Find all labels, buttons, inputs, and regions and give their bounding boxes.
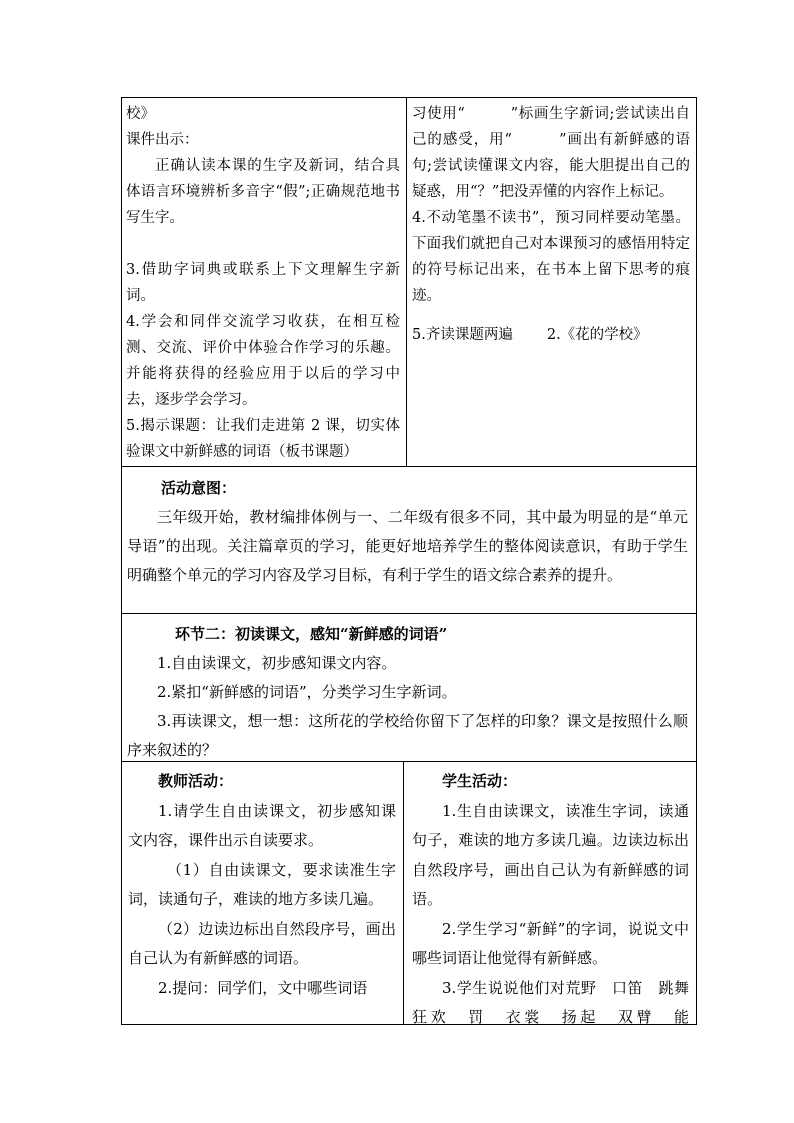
row-divider-1 <box>121 466 697 467</box>
right-top-cell <box>412 101 690 348</box>
activity-intent-cell <box>127 474 688 590</box>
teacher-activity-cell <box>128 767 396 1003</box>
student-activity-heading: 学生活动： <box>442 772 518 790</box>
preview-item-4: 4.不动笔墨不读书”，预习同样要动笔墨。下面我们就把自己对本课预习的感悟用特定的符号标记出来，在书本上留下思考的痕迹。 <box>412 210 690 304</box>
activity-intent-body: 三年级开始，教材编排体例与一、二年级有很多不同，其中最为明显的是“单元导语”的出现。关注篇章页的学习，能更好地培养学生的整体阅读意识，有助于学生明确整个单元的学习内容及学习目标，有利于学生的语文综合素养的提升。 <box>127 508 688 584</box>
teacher-requirement-2: （2）边读边标出自然段序号，画出自己认为有新鲜感的词语。 <box>128 919 396 967</box>
left-top-cell <box>126 101 400 465</box>
continued-title-line: 校》 <box>126 106 155 122</box>
student-activity-cell <box>412 767 705 1033</box>
courseware-label: 课件出示： <box>126 132 199 148</box>
section-two-item-3: 3.再读课文，想一想：这所花的学校给你留下了怎样的印象？课文是按照什么顺序来叙述的？ <box>127 712 688 759</box>
preview-instructions: 习使用“ ”标画生字新词;尝试读出自己的感受，用“ ”画出有新鲜感的语句;尝试读懂课文内容，能大胆提出自己的疑惑，用“？”把没弄懂的内容作上标记。 <box>412 106 690 200</box>
row-divider-2 <box>121 613 697 614</box>
activity-intent-heading: 活动意图： <box>161 479 237 497</box>
read-title-twice: 5.齐读课题两遍 <box>412 327 513 343</box>
student-step-2: 2.学生学习“新鲜”的字词，说说文中哪些词语让他觉得有新鲜感。 <box>412 919 689 967</box>
section-two-item-1: 1.自由读课文，初步感知课文内容。 <box>157 654 397 672</box>
objective-5: 5.揭示课题：让我们走进第 2 课，切实体验课文中新鲜感的词语（板书课题） <box>126 418 400 460</box>
teacher-step-1: 1.请学生自由读课文，初步感知课文内容，课件出示自读要求。 <box>128 801 396 849</box>
teacher-step-2: 2.提问：同学们，文中哪些词语 <box>158 978 368 997</box>
student-step-1: 1.生自由读课文，读准生字词，读通句子，难读的地方多读几遍。边读边标出自然段序号，画出自己认为有新鲜感的词语。 <box>412 801 689 908</box>
objective-3: 3.借助字词典或联系上下文理解生字新词。 <box>126 262 400 304</box>
teacher-requirement-1: （1）自由读课文，要求读准生字词，读通句子，难读的地方多读几遍。 <box>128 860 396 908</box>
objective-4: 4.学会和同伴交流学习收获，在相互检测、交流、评价中体验合作学习的乐趣。并能将获得的经验应用于以后的学习中去，逐步学会学习。 <box>126 314 400 408</box>
lesson-title: 2.《花的学校》 <box>546 327 648 343</box>
section-two-heading: 环节二：初读课文，感知“新鲜感的词语” <box>175 625 448 643</box>
objective-1: 正确认读本课的生字及新词，结合具体语言环境辨析多音字“假”;正确规范地书写生字。 <box>126 158 400 226</box>
bottom-column-divider <box>403 761 404 1025</box>
preview-item-5 <box>412 322 690 348</box>
teacher-activity-heading: 教师活动： <box>158 772 234 790</box>
student-step-3: 3.学生说说他们对荒野 口笛 跳舞 狂欢 罚 衣裳 扬起 双臂 能 <box>412 978 705 1026</box>
section-two-cell <box>127 620 688 765</box>
section-two-item-2: 2.紧扣“新鲜感的词语”，分类学习生字新词。 <box>157 683 457 701</box>
top-column-divider <box>406 97 407 466</box>
